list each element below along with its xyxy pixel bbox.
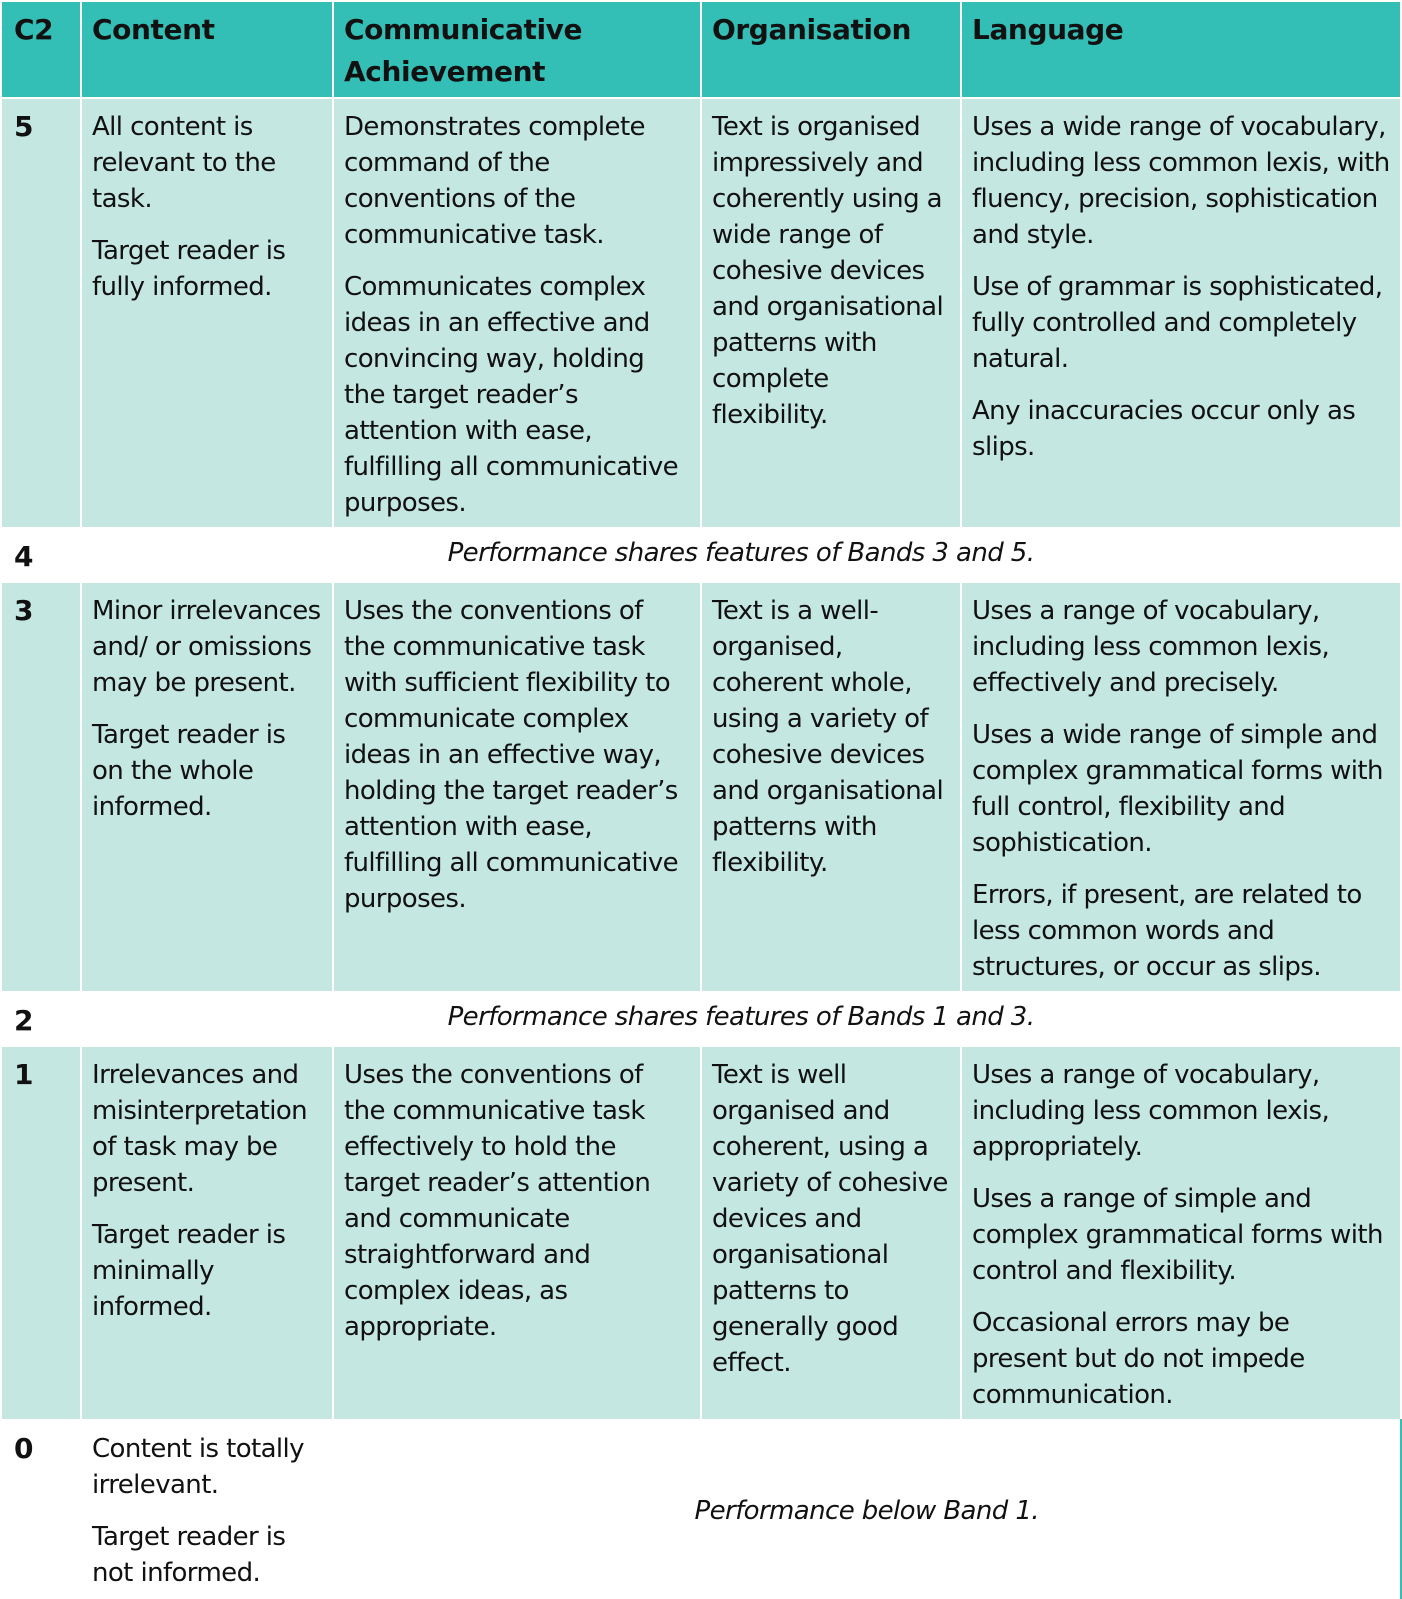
band-1-row [1, 1046, 1401, 1420]
descriptor-text: Errors, if present, are related to less common words and structures, or occur as slips. [972, 880, 1362, 982]
header-content: Content [81, 1, 333, 98]
descriptor-text: Communicates complex ideas in an effective and convincing way, holding the target reader’s attention with ease, fulfilling all communicative purposes. [344, 272, 679, 518]
descriptor-text: Use of grammar is sophisticated, fully controlled and completely natural. [972, 272, 1383, 374]
descriptor-text: Uses the conventions of the communicative task with sufficient flexibility to communicate complex ideas in an effective way, holding the target reader’s attention with ease, fulfilling all communicative purposes. [344, 596, 679, 914]
descriptor-text: Text is organised impressively and coherently using a wide range of cohesive devices and organisational patterns with complete flexibility. [712, 112, 944, 430]
band-number: 5 [1, 98, 81, 528]
band-4-row [1, 528, 1401, 582]
header-language: Language [961, 1, 1401, 98]
descriptor-text: Uses a range of vocabulary, including less common lexis, appropriately. [972, 1060, 1330, 1162]
descriptor-text: Text is a well-organised, coherent whole, using a variety of cohesive devices and organisational patterns with flexibility. [712, 596, 944, 878]
content-cell [81, 582, 333, 992]
descriptor-text: Minor irrelevances and/ or omissions may be present. [92, 596, 321, 698]
content-cell [81, 1420, 333, 1598]
content-cell [81, 1046, 333, 1420]
band-2-row [1, 992, 1401, 1046]
language-cell [961, 582, 1401, 992]
band-number: 2 [1, 992, 81, 1046]
organisation-cell [701, 1046, 961, 1420]
descriptor-text: Target reader is fully informed. [92, 236, 286, 302]
header-organisation: Organisation [701, 1, 961, 98]
organisation-cell [701, 98, 961, 528]
descriptor-text: Target reader is on the whole informed. [92, 720, 286, 822]
header-level: C2 [1, 1, 81, 98]
header-communicative-achievement: Communicative Achievement [333, 1, 701, 98]
descriptor-text: Uses a wide range of vocabulary, including less common lexis, with fluency, precision, sophistication and style. [972, 112, 1390, 250]
band-number: 4 [1, 528, 81, 582]
shared-features-note: Performance shares features of Bands 3 and 5. [81, 528, 1401, 582]
language-cell [961, 98, 1401, 528]
descriptor-text: Uses a range of simple and complex grammatical forms with control and flexibility. [972, 1184, 1383, 1286]
band-5-row [1, 98, 1401, 528]
content-cell [81, 98, 333, 528]
descriptor-text: All content is relevant to the task. [92, 112, 276, 214]
descriptor-text: Irrelevances and misinterpretation of task may be present. [92, 1060, 308, 1198]
descriptor-text: Content is totally irrelevant. [92, 1434, 304, 1500]
descriptor-text: Demonstrates complete command of the conventions of the communicative task. [344, 112, 645, 250]
header-row [1, 1, 1401, 98]
band-0-row [1, 1420, 1401, 1598]
descriptor-text: Occasional errors may be present but do not impede communication. [972, 1308, 1305, 1410]
below-band-note: Performance below Band 1. [333, 1420, 1401, 1598]
descriptor-text: Target reader is minimally informed. [92, 1220, 286, 1322]
communicative-cell [333, 1046, 701, 1420]
descriptor-text: Uses a range of vocabulary, including less common lexis, effectively and precisely. [972, 596, 1330, 698]
language-cell [961, 1046, 1401, 1420]
descriptor-text: Uses a wide range of simple and complex grammatical forms with full control, flexibility and sophistication. [972, 720, 1383, 858]
band-number: 1 [1, 1046, 81, 1420]
shared-features-note: Performance shares features of Bands 1 and 3. [81, 992, 1401, 1046]
descriptor-text: Uses the conventions of the communicative task effectively to hold the target reader’s attention and communicate straightforward and complex ideas, as appropriate. [344, 1060, 651, 1342]
descriptor-text: Text is well organised and coherent, using a variety of cohesive devices and organisational patterns to generally good effect. [712, 1060, 948, 1378]
communicative-cell [333, 98, 701, 528]
band-3-row [1, 582, 1401, 992]
communicative-cell [333, 582, 701, 992]
descriptor-text: Any inaccuracies occur only as slips. [972, 396, 1356, 462]
band-number: 0 [1, 1420, 81, 1598]
descriptor-text: Target reader is not informed. [92, 1522, 286, 1588]
organisation-cell [701, 582, 961, 992]
band-number: 3 [1, 582, 81, 992]
